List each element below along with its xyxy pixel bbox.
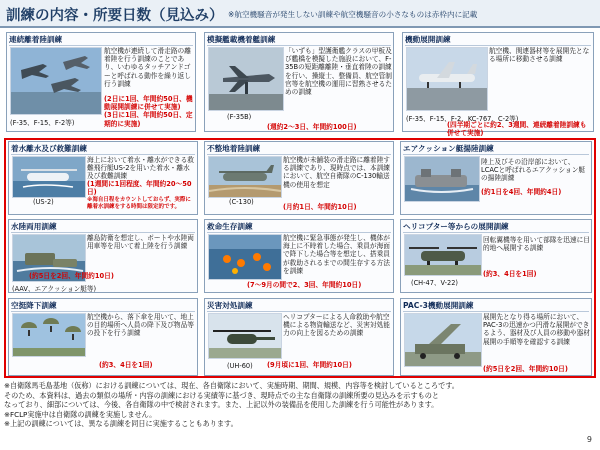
card-title: ヘリコプター等からの展開訓練 bbox=[403, 222, 589, 233]
rescue-swimmers-photo bbox=[208, 234, 282, 280]
training-card-c11 bbox=[204, 298, 394, 376]
card-days: (約1日を4回、年間約4日) bbox=[481, 188, 562, 196]
card-title: 空挺降下訓練 bbox=[11, 301, 195, 312]
training-card-c4 bbox=[8, 141, 198, 215]
training-card-c8 bbox=[204, 219, 394, 293]
pac3-launcher-photo bbox=[404, 313, 482, 367]
training-card-c9 bbox=[400, 219, 592, 293]
card-days: (7〜9月の間で2、3回、年間約10日) bbox=[247, 281, 362, 289]
photo-caption: (AAV、エアクッション艇等) bbox=[12, 285, 97, 293]
page-subtitle: ※航空機騒音が発生しない訓練や航空機騒音の小さなものは赤枠内に記載 bbox=[228, 10, 478, 19]
footnote-line: なっており、細部については、今後、各自衛隊の中で検討されます。また、上記以外の装備品を使用した訓練を行う可能性があります。 bbox=[4, 400, 439, 410]
card-title: 不整地着陸訓練 bbox=[207, 144, 391, 155]
card-description: 展開先となり得る場所において、PAC-3の迅速かつ円滑な展開ができるよう、器材及び人員の移動や器材展開の手順等を確認する訓練 bbox=[483, 313, 590, 346]
card-description: 航空機が連続して滑走路の離着陸を行う訓練のことであり、いわゆるタッチアンドゴーと呼ばれる動作を繰り返し行う訓練 bbox=[104, 47, 191, 88]
training-card-c5 bbox=[204, 141, 394, 215]
card-days: (1週間に1回程度、年間約20〜50日) bbox=[87, 180, 192, 197]
card-days: (約3、4日を1回) bbox=[99, 361, 153, 369]
card-description: ヘリコプターによる人命救助や航空機による物資輸送など、災害対処能力の向上を図るための訓練 bbox=[283, 313, 390, 338]
card-title: 着水離水及び救難訓練 bbox=[11, 144, 195, 155]
photo-caption: (CH-47、V-22) bbox=[411, 279, 458, 287]
card-days: (約5日を2回、年間約10日) bbox=[483, 365, 568, 373]
card-days: (2日に1回、年間約50日、機動展開訓練に併せて実施) (3日に1回、年間約50日、定期的に実施) bbox=[104, 95, 193, 128]
card-description: 陸上及びその沿岸部において、LCACと呼ばれるエアクッション艇の揚陸訓練 bbox=[481, 158, 586, 183]
card-title: PAC-3機動展開訓練 bbox=[403, 301, 589, 312]
uh60-helicopter-photo bbox=[208, 313, 282, 359]
training-card-c12 bbox=[400, 298, 592, 376]
training-card-c10 bbox=[8, 298, 198, 376]
card-title: 連続離着陸訓練 bbox=[9, 35, 193, 46]
card-days: (週約2〜3日、年間約100日) bbox=[267, 123, 357, 131]
page-title: 訓練の内容・所要日数（見込み） bbox=[6, 8, 224, 24]
card-days: (約5日を2回、年間約10日) bbox=[29, 272, 114, 280]
card-days: (月約1日、年間約10日) bbox=[283, 203, 357, 211]
transport-aircraft-photo bbox=[406, 47, 488, 111]
card-days: (四半期ごとに約2、3週間、連続離着陸訓練も併せて実施) bbox=[447, 121, 587, 138]
footnote-line: ※FCLP実施中は自衛隊の訓練を実施しません。 bbox=[4, 409, 157, 419]
card-description: 航空機に緊急事態が発生し、機体が海上に不時着した場合、乗員が海面で降下した場合等を想定し、搭乗員が救助されるまでの間生存する方法を訓練 bbox=[283, 234, 390, 275]
lcac-photo bbox=[404, 156, 480, 202]
page-number: 9 bbox=[586, 435, 592, 444]
photo-caption: (F-35B) bbox=[227, 113, 252, 121]
card-title: 機動展開訓練 bbox=[405, 35, 591, 46]
card-title: 水陸両用訓練 bbox=[11, 222, 195, 233]
card-description: 航空機から、落下傘を用いて、地上の目的場所へ人員の降下及び物品等の投下を行う訓練 bbox=[87, 313, 194, 338]
card-description: 回転翼機等を用いて部隊を迅速に目的地へ展開する訓練 bbox=[483, 236, 590, 253]
paratroopers-photo bbox=[12, 313, 86, 357]
footnote-line: ※自衛隊馬毛島基地（仮称）における訓練については、現在、各自衛隊において、実施時期、期間、規模、内容等を検討しているところです。 bbox=[4, 381, 459, 390]
card-title: 模擬艦載機着艦訓練 bbox=[207, 35, 391, 46]
card-description: 航空機、関連器材等を展開先となる場所に移動させる訓練 bbox=[489, 47, 590, 64]
photo-caption: (F-35、F-15、F-2、KC-767、C-2等) bbox=[406, 115, 519, 123]
card-description: 海上において着水・離水ができる救難飛行艇US-2を用いた着水・離水及び救難訓練 bbox=[87, 156, 194, 181]
photo-caption: (C-130) bbox=[229, 198, 254, 206]
footnotes bbox=[4, 381, 596, 429]
photo-caption: (UH-60) bbox=[227, 362, 253, 370]
card-note: ※海自日程をカウントしておらず、実際に離着水訓練をする時間は限定的です。 bbox=[87, 197, 191, 210]
training-card-c2 bbox=[204, 32, 394, 132]
photo-caption: (F-35、F-15、F-2等) bbox=[10, 119, 75, 127]
training-card-c3 bbox=[402, 32, 594, 138]
card-days: (約3、4日を1回) bbox=[483, 270, 537, 278]
footnote-line: そのため、本資料は、過去の類似の場所・内容の訓練における実績等に基づき、現時点での主な自衛隊の訓練所要の見込みを示すものと bbox=[4, 390, 440, 400]
f35b-photo bbox=[208, 47, 284, 111]
card-title: 救命生存訓練 bbox=[207, 222, 391, 233]
training-card-c1 bbox=[6, 32, 196, 132]
card-title: 災害対処訓練 bbox=[207, 301, 391, 312]
us2-flying-boat-photo bbox=[12, 156, 86, 198]
card-description: 航空機が未舗装の滑走路に離着陸する訓練であり、現時点では、本訓練において、航空自衛隊のC-130輸送機の使用を想定 bbox=[283, 156, 390, 189]
fighter-jets-photo bbox=[10, 47, 102, 115]
training-card-c7 bbox=[8, 219, 198, 293]
card-title: エアクッション艇揚陸訓練 bbox=[403, 144, 589, 155]
photo-caption: (US-2) bbox=[33, 198, 54, 206]
ch47-helicopter-photo bbox=[404, 234, 482, 276]
card-days: (9月頃に1回、年間約10日) bbox=[267, 361, 352, 369]
header-bar bbox=[0, 0, 600, 28]
card-description: 「いずも」型護衛艦クラスの甲板及び艦橋を模擬した施設において、F-35Bの短距離離陸・垂直着陸の訓練を行い、操縦士、整備員、航空管制官等を航空機の運用に習熟させるための訓練 bbox=[285, 47, 392, 97]
c130-photo bbox=[208, 156, 282, 198]
training-card-c6 bbox=[400, 141, 592, 215]
footnote-line: ※上記の訓練については、異なる訓練を同日に実施することもあります。 bbox=[4, 419, 238, 429]
card-description: 離島防衛を想定し、ボートや水陸両用車等を用いて着上陸を行う訓練 bbox=[87, 234, 194, 251]
